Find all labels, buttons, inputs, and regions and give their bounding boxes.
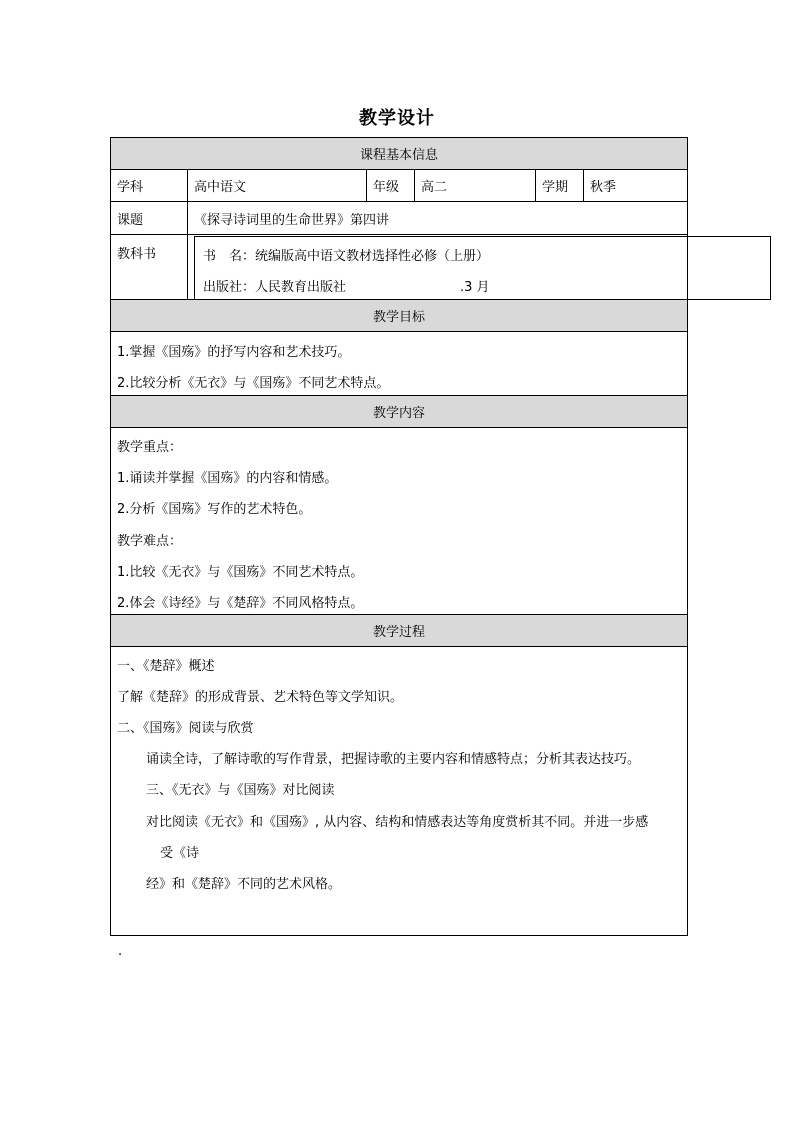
page-title: 教学设计: [359, 108, 435, 129]
process-line-3: 二、《国殇》阅读与欣赏: [117, 721, 254, 736]
subject-label: 学科: [110, 169, 188, 202]
section-header-process: 教学过程: [110, 614, 688, 647]
key-point-2: 2.分析《国殇》写作的艺术特色。: [117, 502, 312, 517]
section-header-objectives: 教学目标: [110, 299, 688, 332]
key-points-label: 教学重点：: [117, 440, 183, 455]
term-label: 学期: [535, 169, 584, 202]
grade-value: 高二: [414, 169, 536, 202]
difficult-point-1: 1.比较《无衣》与《国殇》不同艺术特点。: [117, 565, 364, 580]
section-header-content: 教学内容: [110, 395, 688, 428]
footer-mark: .: [118, 944, 123, 959]
objective-item-1: 1.掌握《国殇》的抒写内容和艺术技巧。: [117, 345, 351, 360]
difficult-point-2: 2.体会《诗经》与《楚辞》不同风格特点。: [117, 596, 364, 611]
process-line-1: 一、《楚辞》概述: [117, 659, 215, 674]
publisher-line: 出版社：人民教育出版社: [203, 280, 347, 295]
publish-date: .3 月: [460, 280, 490, 295]
key-point-1: 1.诵读并掌握《国殇》的内容和情感。: [117, 471, 338, 486]
book-name-line: 书 名：统编版高中语文教材选择性必修（上册）: [203, 249, 490, 264]
topic-value: 《探寻诗词里的生命世界》第四讲: [187, 201, 688, 235]
subject-value: 高中语文: [187, 169, 367, 202]
grade-label: 年级: [366, 169, 415, 202]
process-line-5: 三、《无衣》与《国殇》对比阅读: [146, 783, 335, 798]
process-line-8: 经》和《楚辞》不同的艺术风格。: [146, 877, 342, 892]
textbook-label: 教科书: [110, 234, 188, 300]
process-line-6: 对比阅读《无衣》和《国殇》, 从内容、结构和情感表达等角度赏析其不同。并进一步感: [146, 815, 649, 830]
process-line-2: 了解《楚辞》的形成背景、艺术特色等文学知识。: [117, 690, 404, 705]
objective-item-2: 2.比较分析《无衣》与《国殇》不同艺术特点。: [117, 376, 390, 391]
term-value: 秋季: [583, 169, 688, 202]
difficult-points-label: 教学难点：: [117, 534, 183, 549]
process-line-7: 受《诗: [160, 846, 200, 861]
process-line-4: 诵读全诗，了解诗歌的写作背景，把握诗歌的主要内容和情感特点；分析其表达技巧。: [146, 752, 641, 767]
topic-label: 课题: [110, 201, 188, 235]
section-header-basic-info: 课程基本信息: [110, 137, 688, 170]
